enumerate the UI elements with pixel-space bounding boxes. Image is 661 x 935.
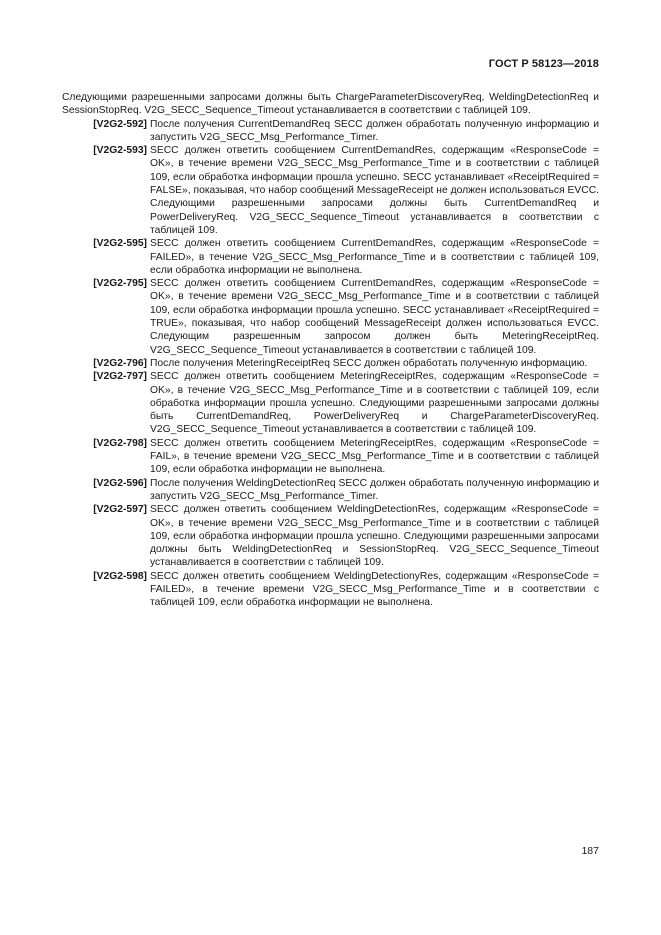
requirement-text: SECC должен ответить сообщением WeldingDetectionRes, содержащим «ResponseCode = OK», в течение времени V2G_SECC_Msg_Performance_Time и в соответствии с таблицей 109, если обработка информации прошла успешно. Следующими разрешенными запросами должны быть WeldingDetectionReq и SessionStopReq. V2G_SECC_Sequence_Timeout устанавливается в соответствии с таблицей 109. xyxy=(150,504,599,569)
requirement-id: [V2G2-795] xyxy=(93,278,147,290)
requirement-item xyxy=(62,570,599,610)
page-number: 187 xyxy=(581,845,599,857)
requirement-item xyxy=(62,118,599,145)
requirement-text: SECC должен ответить сообщением CurrentDemandRes, содержащим «ResponseCode = OK», в течение времени V2G_SECC_Msg_Performance_Time и в соответствии с таблицей 109, если обработка информации прошла успешно. SECC устанавливает «ReceiptRequired = FALSE», показывая, что набор сообщений MessageReceipt не должен использоваться EVCC. Следующими разрешенными запросами должны быть CurrentDemandReq и PowerDeliveryReq. V2G_SECC_Sequence_Timeout устанавливается в соответствии с таблицей 109. xyxy=(150,145,599,236)
requirement-text: После получения MeteringReceiptReq SECC должен обработать полученную информацию. xyxy=(150,357,588,369)
requirement-item xyxy=(62,370,599,436)
requirement-item xyxy=(62,277,599,357)
requirement-id: [V2G2-596] xyxy=(93,477,147,489)
requirement-text: SECC должен ответить сообщением MeteringReceiptRes, содержащим «ResponseCode = FAIL», в течение времени V2G_SECC_Msg_Performance_Time и в соответствии с таблицей 109, если обработка информации не выполнена. xyxy=(150,437,599,476)
requirement-item xyxy=(62,357,599,370)
requirement-item xyxy=(62,437,599,477)
requirement-id: [V2G2-796] xyxy=(93,357,147,369)
requirement-id: [V2G2-592] xyxy=(93,118,147,130)
requirement-text: SECC должен ответить сообщением MeteringReceiptRes, содержащим «ResponseCode = OK», в течение V2G_SECC_Msg_Performance_Time и в соответствии с таблицей 109, если обработка информации прошла успешно. Следующими разрешенными запросами должны быть CurrentDemandReq, PowerDeliveryReq и ChargeParameterDiscoveryReq. V2G_SECC_Sequence_Timeout устанавливается в соответствии с таблицей 109. xyxy=(150,371,599,436)
document-header: ГОСТ Р 58123—2018 xyxy=(488,58,599,70)
requirement-id: [V2G2-598] xyxy=(93,570,147,582)
requirement-text: После получения CurrentDemandReq SECC должен обработать полученную информацию и запустить V2G_SECC_Msg_Performance_Timer. xyxy=(150,118,599,143)
requirement-id: [V2G2-597] xyxy=(93,504,147,516)
requirement-text: SECC должен ответить сообщением CurrentDemandRes, содержащим «ResponseCode = FAILED», в течение V2G_SECC_Msg_Performance_Time и в соответствии с таблицей 109, если обработка информации не выполнена. xyxy=(150,238,599,276)
intro-paragraph: Следующими разрешенными запросами должны быть ChargeParameterDiscoveryReq, WeldingDetectionReq и SessionStopReq. V2G_SECC_Sequence_Timeout устанавливается в соответствии с таблицей 109. xyxy=(62,92,599,117)
requirement-item xyxy=(62,477,599,504)
requirement-id: [V2G2-593] xyxy=(93,145,147,157)
requirement-item xyxy=(62,144,599,237)
requirement-text: SECC должен ответить сообщением WeldingDetectionyRes, содержащим «ResponseCode = FAILED», в течение времени V2G_SECC_Msg_Performance_Time и в соответствии с таблицей 109, если обработка информации не выполнена. xyxy=(150,570,599,609)
requirement-text: SECC должен ответить сообщением CurrentDemandRes, содержащим «ResponseCode = OK», в течение времени V2G_SECC_Msg_Performance_Time и в соответствии с таблицей 109, если обработка информации прошла успешно. SECC устанавливает «ReceiptRequired = TRUE», показывая, что набор сообщений MessageReceipt должен использоваться EVCC. Следующим разрешенным запросом должен быть MeteringReceiptReq. V2G_SECC_Sequence_Timeout устанавливается в соответствии с таблицей 109. xyxy=(150,278,599,356)
requirement-text: После получения WeldingDetectionReq SECC должен обработать полученную информацию и запустить V2G_SECC_Msg_Performance_Timer. xyxy=(150,477,599,502)
requirement-id: [V2G2-595] xyxy=(93,238,147,250)
document-body xyxy=(62,91,599,610)
requirement-id: [V2G2-798] xyxy=(93,437,147,449)
requirement-item xyxy=(62,503,599,569)
requirement-item xyxy=(62,237,599,277)
requirement-id: [V2G2-797] xyxy=(93,371,147,383)
